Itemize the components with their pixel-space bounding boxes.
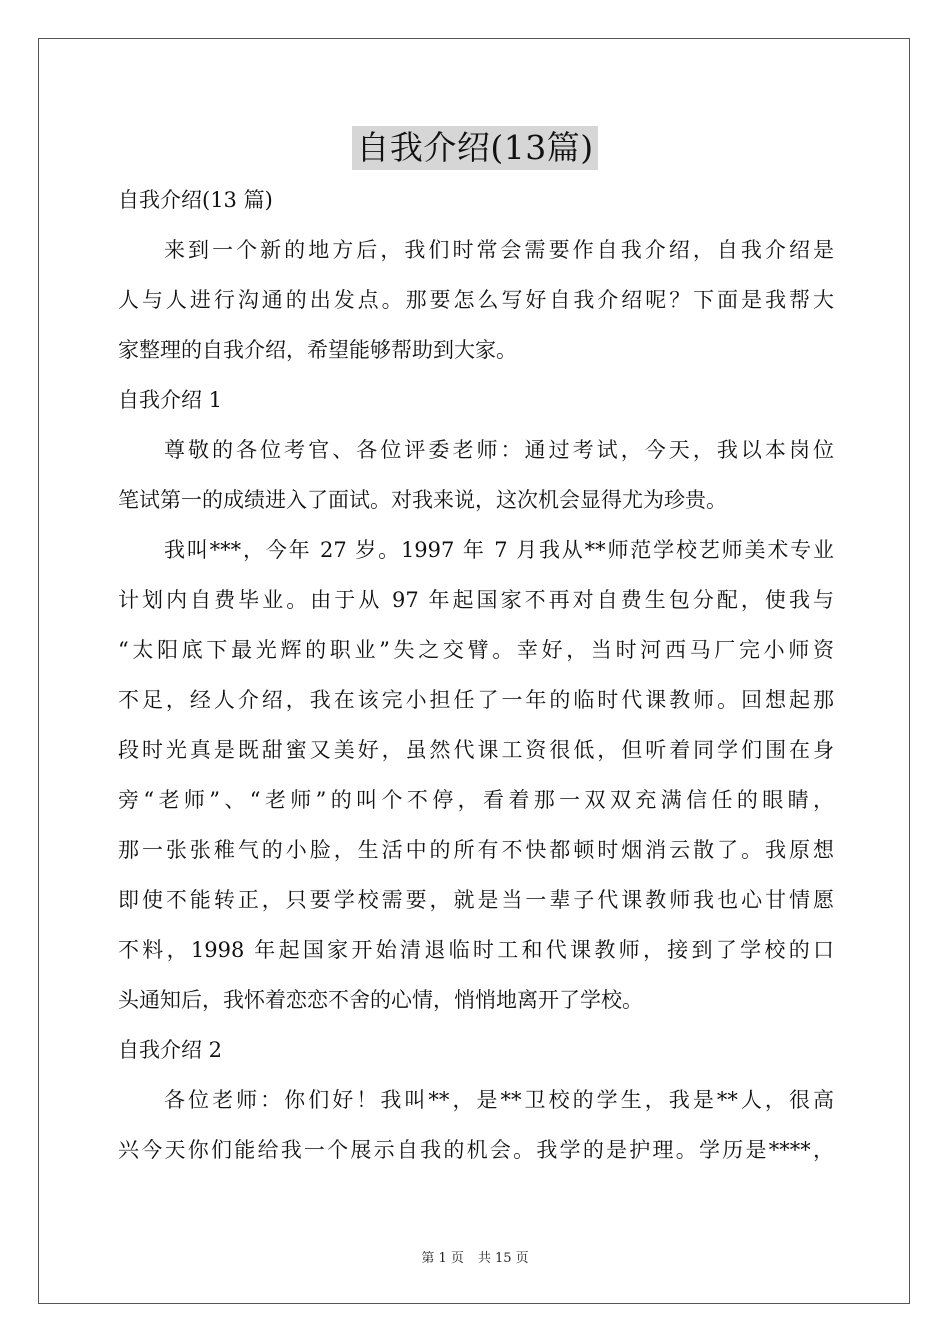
text-line: 头通知后，我怀着恋恋不舍的心情，悄悄地离开了学校。 bbox=[118, 988, 643, 1012]
text-line: “太阳底下最光辉的职业”失之交臂。幸好，当时河西马厂完小师资 bbox=[118, 638, 834, 662]
document-title: 自我介绍(13篇) bbox=[352, 126, 597, 170]
page-total: 共 15 页 bbox=[477, 1251, 529, 1266]
text-line: 段时光真是既甜蜜又美好，虽然代课工资很低，但听着同学们围在身 bbox=[118, 738, 834, 762]
text-line: 不足，经人介绍，我在该完小担任了一年的临时代课教师。回想起那 bbox=[118, 688, 834, 712]
text-line: 计划内自费毕业。由于从 97 年起国家不再对自费生包分配，使我与 bbox=[118, 588, 834, 612]
section-heading: 自我介绍 2 bbox=[118, 1038, 223, 1062]
text-line: 笔试第一的成绩进入了面试。对我来说，这次机会显得尤为珍贵。 bbox=[118, 488, 727, 512]
section-heading: 自我介绍(13 篇) bbox=[118, 188, 273, 212]
text-line: 来到一个新的地方后，我们时常会需要作自我介绍，自我介绍是 bbox=[164, 238, 834, 262]
page-number: 第 1 页 bbox=[421, 1251, 464, 1266]
text-line: 尊敬的各位考官、各位评委老师：通过考试，今天，我以本岗位 bbox=[164, 438, 834, 462]
text-line: 即使不能转正，只要学校需要，就是当一辈子代课教师我也心甘情愿 bbox=[118, 888, 834, 912]
title-container bbox=[0, 126, 950, 170]
text-line: 各位老师：你们好！我叫**，是**卫校的学生，我是**人，很高 bbox=[164, 1088, 834, 1112]
text-line: 兴今天你们能给我一个展示自我的机会。我学的是护理。学历是****， bbox=[118, 1138, 834, 1162]
document-body bbox=[118, 178, 834, 1178]
text-line: 旁“老师”、“老师”的叫个不停，看着那一双双充满信任的眼睛， bbox=[118, 788, 834, 812]
section-heading: 自我介绍 1 bbox=[118, 388, 223, 412]
text-line: 家整理的自我介绍，希望能够帮助到大家。 bbox=[118, 338, 517, 362]
text-line: 不料，1998 年起国家开始清退临时工和代课教师，接到了学校的口 bbox=[118, 938, 834, 962]
page-footer bbox=[0, 1247, 950, 1266]
text-line: 那一张张稚气的小脸，生活中的所有不快都顿时烟消云散了。我原想 bbox=[118, 838, 834, 862]
text-line: 我叫***，今年 27 岁。1997 年 7 月我从**师范学校艺师美术专业 bbox=[164, 538, 834, 562]
text-line: 人与人进行沟通的出发点。那要怎么写好自我介绍呢？下面是我帮大 bbox=[118, 288, 834, 312]
